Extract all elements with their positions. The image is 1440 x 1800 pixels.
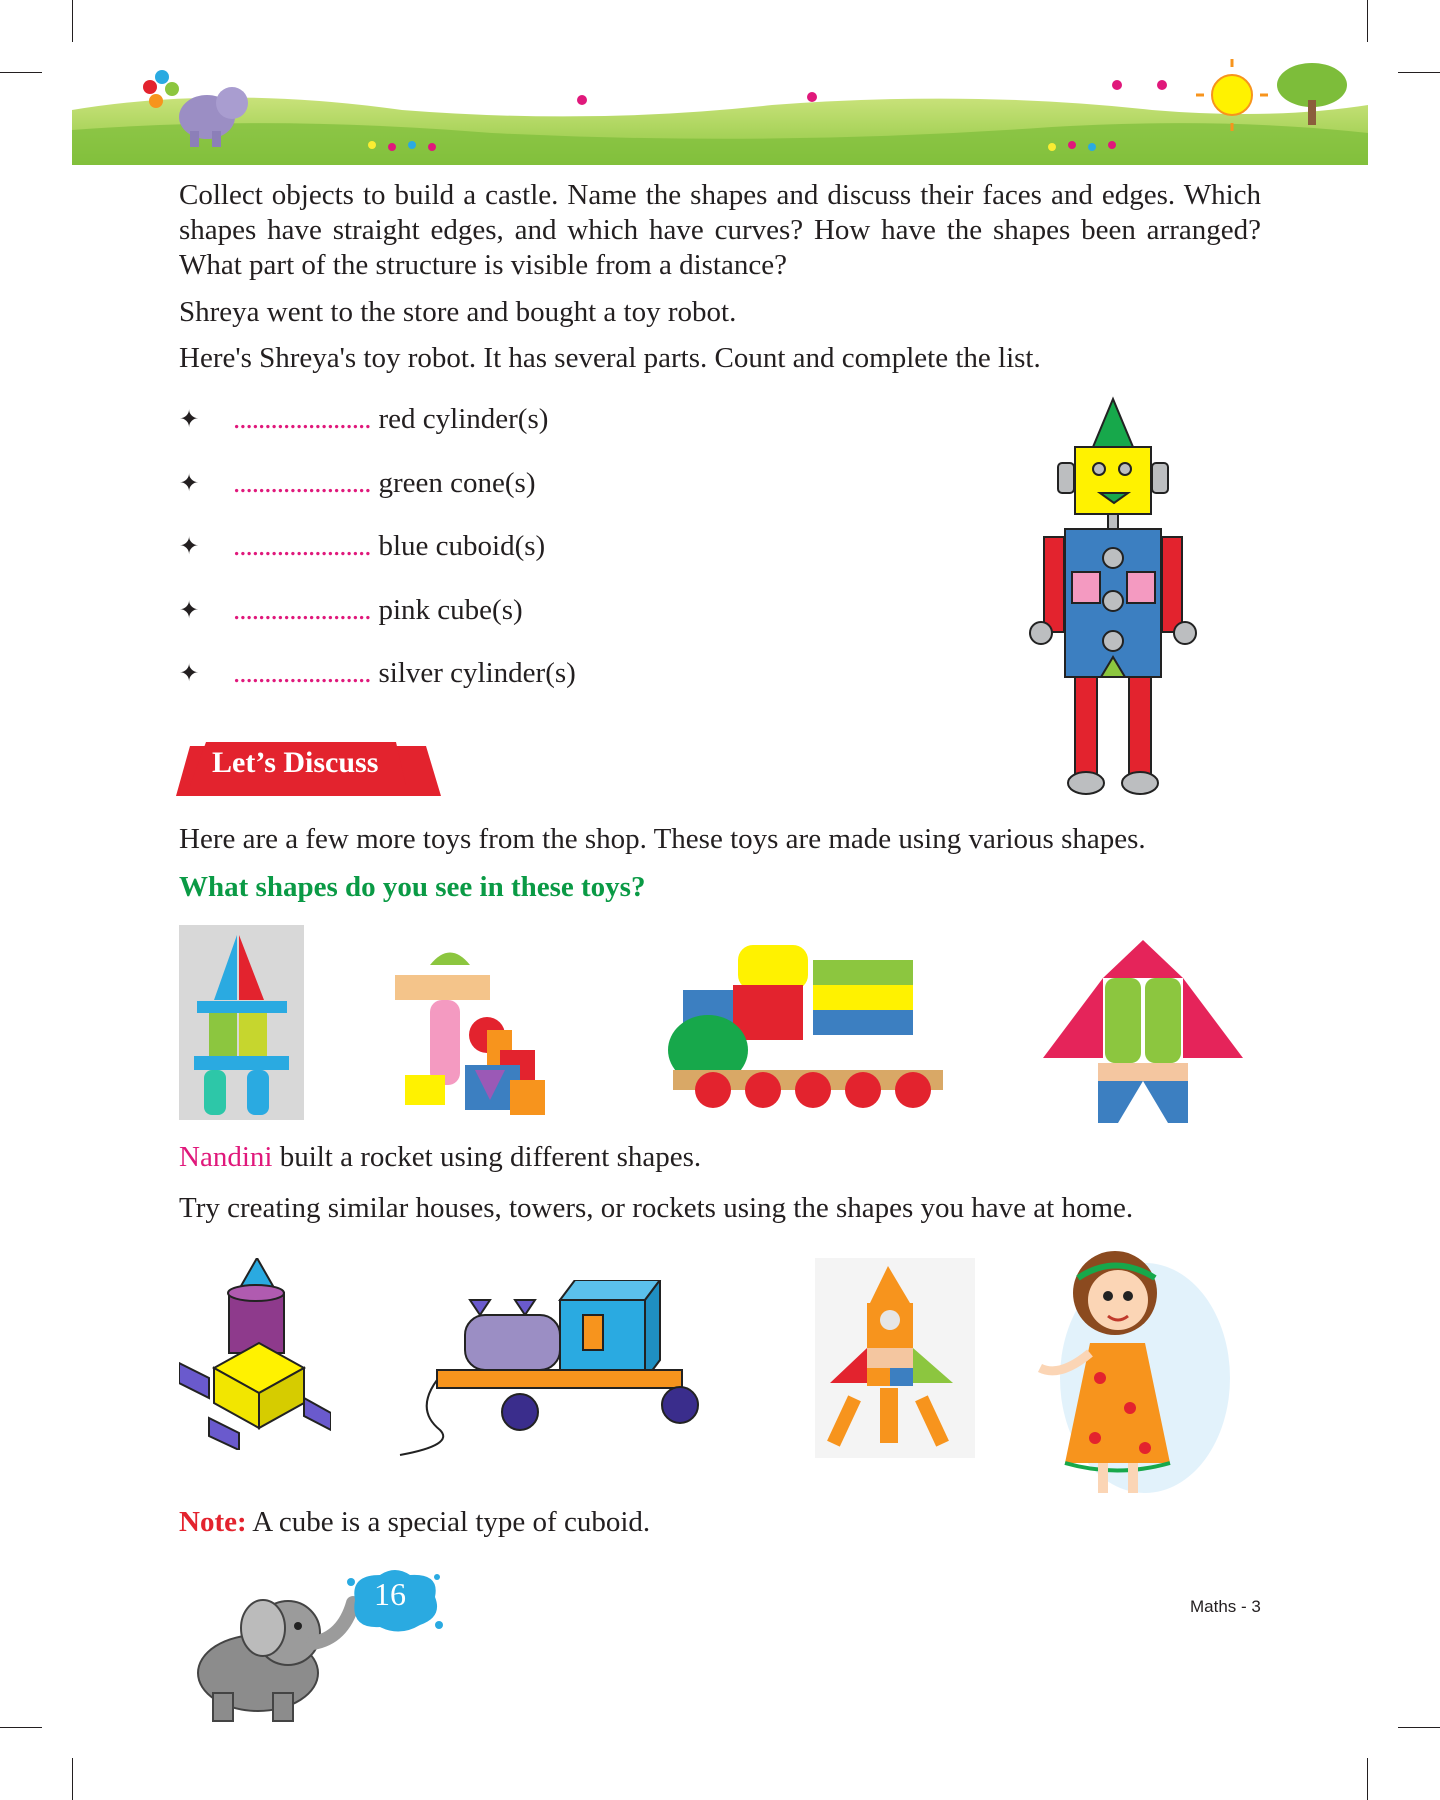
block-tower-photo — [179, 925, 304, 1120]
shapes-tower-drawing — [179, 1258, 331, 1450]
part-label: blue cuboid(s) — [378, 530, 546, 562]
crop-mark — [1367, 0, 1368, 42]
note-sentence — [179, 1505, 1261, 1540]
blocks-figure-photo — [395, 940, 575, 1120]
lets-discuss-heading: Let’s Discuss — [212, 746, 379, 779]
crop-mark — [0, 72, 42, 73]
list-item — [179, 530, 576, 594]
robot-parts-list — [179, 403, 576, 721]
crop-mark — [1367, 1758, 1368, 1800]
castle-instructions: Collect objects to build a castle. Name the shapes and discuss their faces and edges. Which shapes have straight edges, and which have curves? How have the shapes been arranged? What part of the structure is visible from a distance? — [179, 179, 1261, 281]
crop-mark — [72, 0, 73, 42]
note-text: A cube is a special type of cuboid. — [246, 1506, 651, 1538]
nandini-name: Nandini — [179, 1141, 273, 1173]
list-item — [179, 467, 576, 531]
part-label: red cylinder(s) — [378, 403, 549, 435]
toys-intro: Here are a few more toys from the shop. These toys are made using various shapes. — [179, 823, 1146, 855]
block-rocket-photo-small — [815, 1258, 975, 1458]
nandini-sentence — [179, 1140, 1261, 1175]
page-number: 16 — [374, 1576, 406, 1612]
robot-instructions: Here's Shreya's toy robot. It has several parts. Count and complete the list. — [179, 342, 1041, 374]
crop-mark — [1398, 72, 1440, 73]
toy-train-drawing — [395, 1280, 725, 1460]
girl-character-illustration — [1020, 1248, 1230, 1498]
shapes-question: What shapes do you see in these toys? — [179, 871, 646, 903]
list-item — [179, 594, 576, 658]
answer-blank[interactable]: ...................... — [233, 466, 371, 499]
part-label: silver cylinder(s) — [378, 657, 576, 689]
part-label: pink cube(s) — [378, 593, 523, 626]
crop-mark — [1398, 1727, 1440, 1728]
star-bullet-icon: ✦ — [179, 597, 200, 624]
elephant-mascot-icon — [178, 1578, 368, 1728]
list-item — [179, 657, 576, 721]
crop-mark — [0, 1727, 42, 1728]
star-bullet-icon: ✦ — [179, 534, 200, 560]
note-label: Note: — [179, 1506, 247, 1538]
answer-blank[interactable]: ...................... — [233, 657, 371, 689]
list-item — [179, 403, 576, 467]
try-creating-sentence: Try creating similar houses, towers, or rockets using the shapes you have at home. — [179, 1192, 1134, 1224]
shreya-sentence: Shreya went to the store and bought a toy robot. — [179, 296, 737, 328]
answer-blank[interactable]: ...................... — [233, 593, 371, 626]
crop-mark — [72, 1758, 73, 1800]
star-bullet-icon: ✦ — [179, 407, 200, 433]
toy-robot-illustration — [1015, 395, 1205, 800]
wooden-train-photo — [663, 940, 953, 1115]
book-title: Maths - 3 — [1190, 1597, 1261, 1616]
block-rocket-photo — [1043, 938, 1243, 1123]
star-bullet-icon: ✦ — [179, 470, 200, 497]
star-bullet-icon: ✦ — [179, 661, 200, 687]
nandini-rest: built a rocket using different shapes. — [272, 1141, 702, 1173]
answer-blank[interactable]: ...................... — [233, 403, 371, 435]
header-banner — [72, 55, 1368, 165]
answer-blank[interactable]: ...................... — [233, 530, 371, 562]
part-label: green cone(s) — [378, 466, 536, 499]
